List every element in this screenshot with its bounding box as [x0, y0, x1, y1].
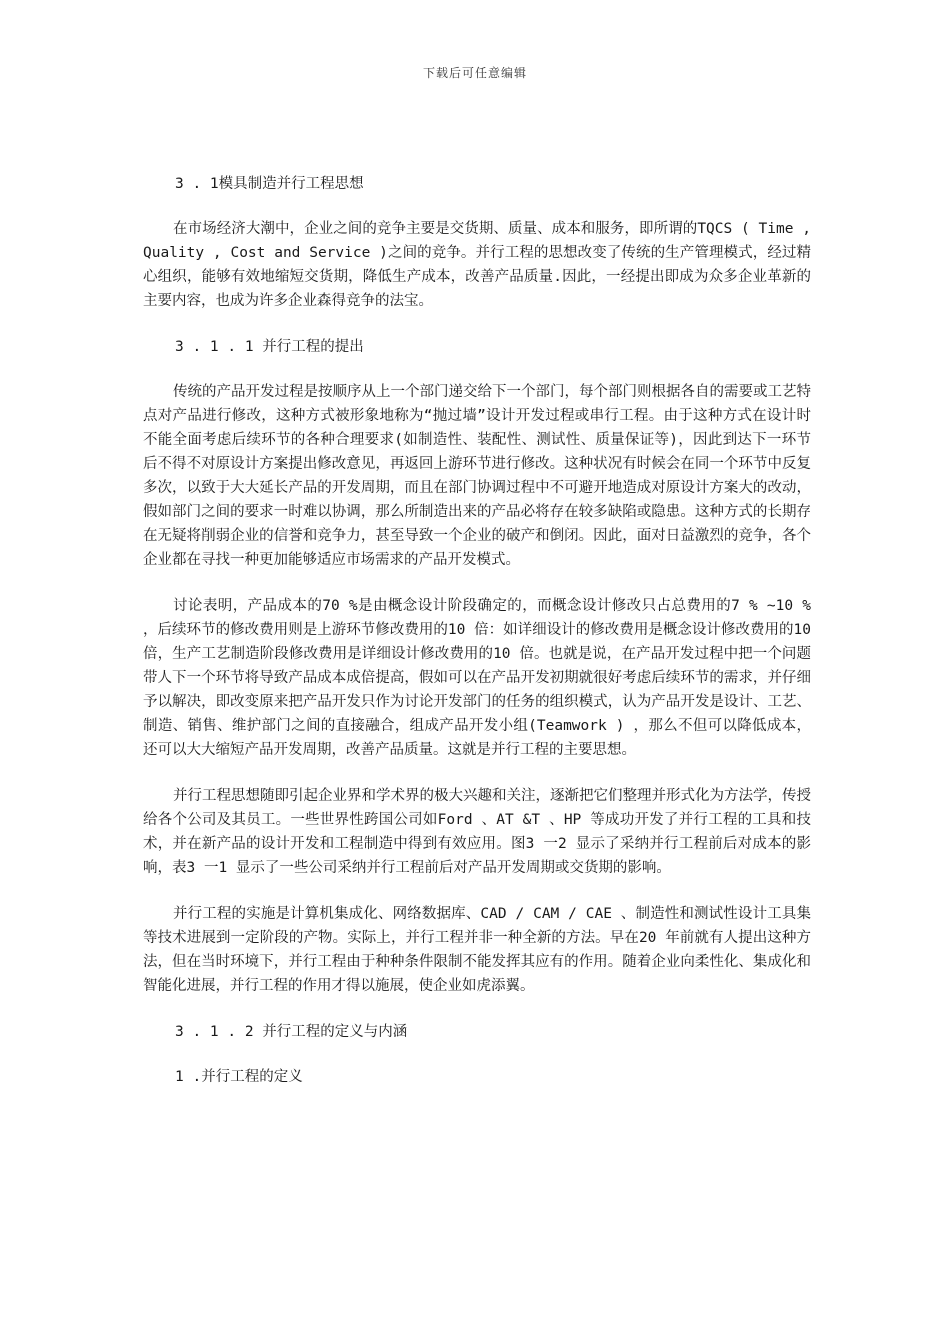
paragraph-implementation: 并行工程的实施是计算机集成化、网络数据库、CAD / CAM / CAE 、制造性和测试性设计工具集等技术进展到一定阶段的产物。实际上，并行工程并非一种全新的方法。早在20 年前就有人提出这种方法，但在当时环境下，并行工程由于种种条件限制不能发挥其应有的作用。随着企业向柔性化、集成化和智能化进展，并行工程的作用才得以施展，使企业如虎添翼。 — [143, 906, 811, 994]
section-heading-3-1-2: 3 . 1 . 2 并行工程的定义与内涵 — [175, 1024, 408, 1040]
section-heading-3-1-1: 3 . 1 . 1 并行工程的提出 — [175, 339, 364, 355]
paragraph-intro: 在市场经济大潮中，企业之间的竞争主要是交货期、质量、成本和服务，即所谓的TQCS ( Time , Quality , Cost and Service )之间的竞争。并行工程的思想改变了传统的生产管理模式，经过精心组织，能够有效地缩短交货期，降低生产成本，改善产品质量.因此，一经提出即成为众多企业革新的主要内容，也成为许多企业森得竞争的法宝。 — [143, 221, 811, 309]
header-note: 下载后可任意编辑 — [422, 66, 527, 80]
document-body — [143, 172, 811, 1089]
section-heading-3-1: 3 . 1模具制造并行工程思想 — [175, 176, 364, 192]
paragraph-traditional-process: 传统的产品开发过程是按顺序从上一个部门递交给下一个部门，每个部门则根据各自的需要或工艺特点对产品进行修改，这种方式被形象地称为“抛过墙”设计开发过程或串行工程。由于这种方式在设计时不能全面考虑后续环节的各种合理要求(如制造性、装配性、测试性、质量保证等)，因此到达下一环节后不得不对原设计方案提出修改意见，再返回上游环节进行修改。这种状况有时候会在同一个环节中反复多次，以致于大大延长产品的开发周期，而且在部门协调过程中不可避开地造成对原设计方案大的改动，假如部门之间的要求一时难以协调，那么所制造出来的产品必将存在较多缺陷或隐患。这种方式的长期存在无疑将削弱企业的信誉和竞争力，甚至导致一个企业的破产和倒闭。因此，面对日益激烈的竞争，各个企业都在寻找一种更加能够适应市场需求的产品开发模式。 — [143, 384, 811, 568]
subsection-heading-definition: 1 .并行工程的定义 — [175, 1069, 303, 1085]
paragraph-adoption: 并行工程思想随即引起企业界和学术界的极大兴趣和关注，逐渐把它们整理并形式化为方法学，传授给各个公司及其员工。一些世界性跨国公司如Ford 、AT &T 、HP 等成功开发了并行工程的工具和技术，并在新产品的设计开发和工程制造中得到有效应用。图3 一2 显示了采纳并行工程前后对成本的影响，表3 一1 显示了一些公司采纳并行工程前后对产品开发周期或交货期的影响。 — [143, 788, 811, 876]
paragraph-cost-research: 讨论表明，产品成本的70 %是由概念设计阶段确定的，而概念设计修改只占总费用的7 % ~10 % ，后续环节的修改费用则是上游环节修改费用的10 倍：如详细设计的修改费用是概念设计修改费用的10 倍，生产工艺制造阶段修改费用是详细设计修改费用的10 倍。也就是说，在产品开发过程中把一个问题带人下一个环节将导致产品成本成倍提高，假如可以在产品开发初期就很好考虑后续环节的需求，并仔细予以解决，即改变原来把产品开发只作为讨论开发部门的任务的组织模式，认为产品开发是设计、工艺、制造、销售、维护部门之间的直接融合，组成产品开发小组(Teamwork ) ，那么不但可以降低成本，还可以大大缩短产品开发周期，改善产品质量。这就是并行工程的主要思想。 — [143, 598, 811, 758]
